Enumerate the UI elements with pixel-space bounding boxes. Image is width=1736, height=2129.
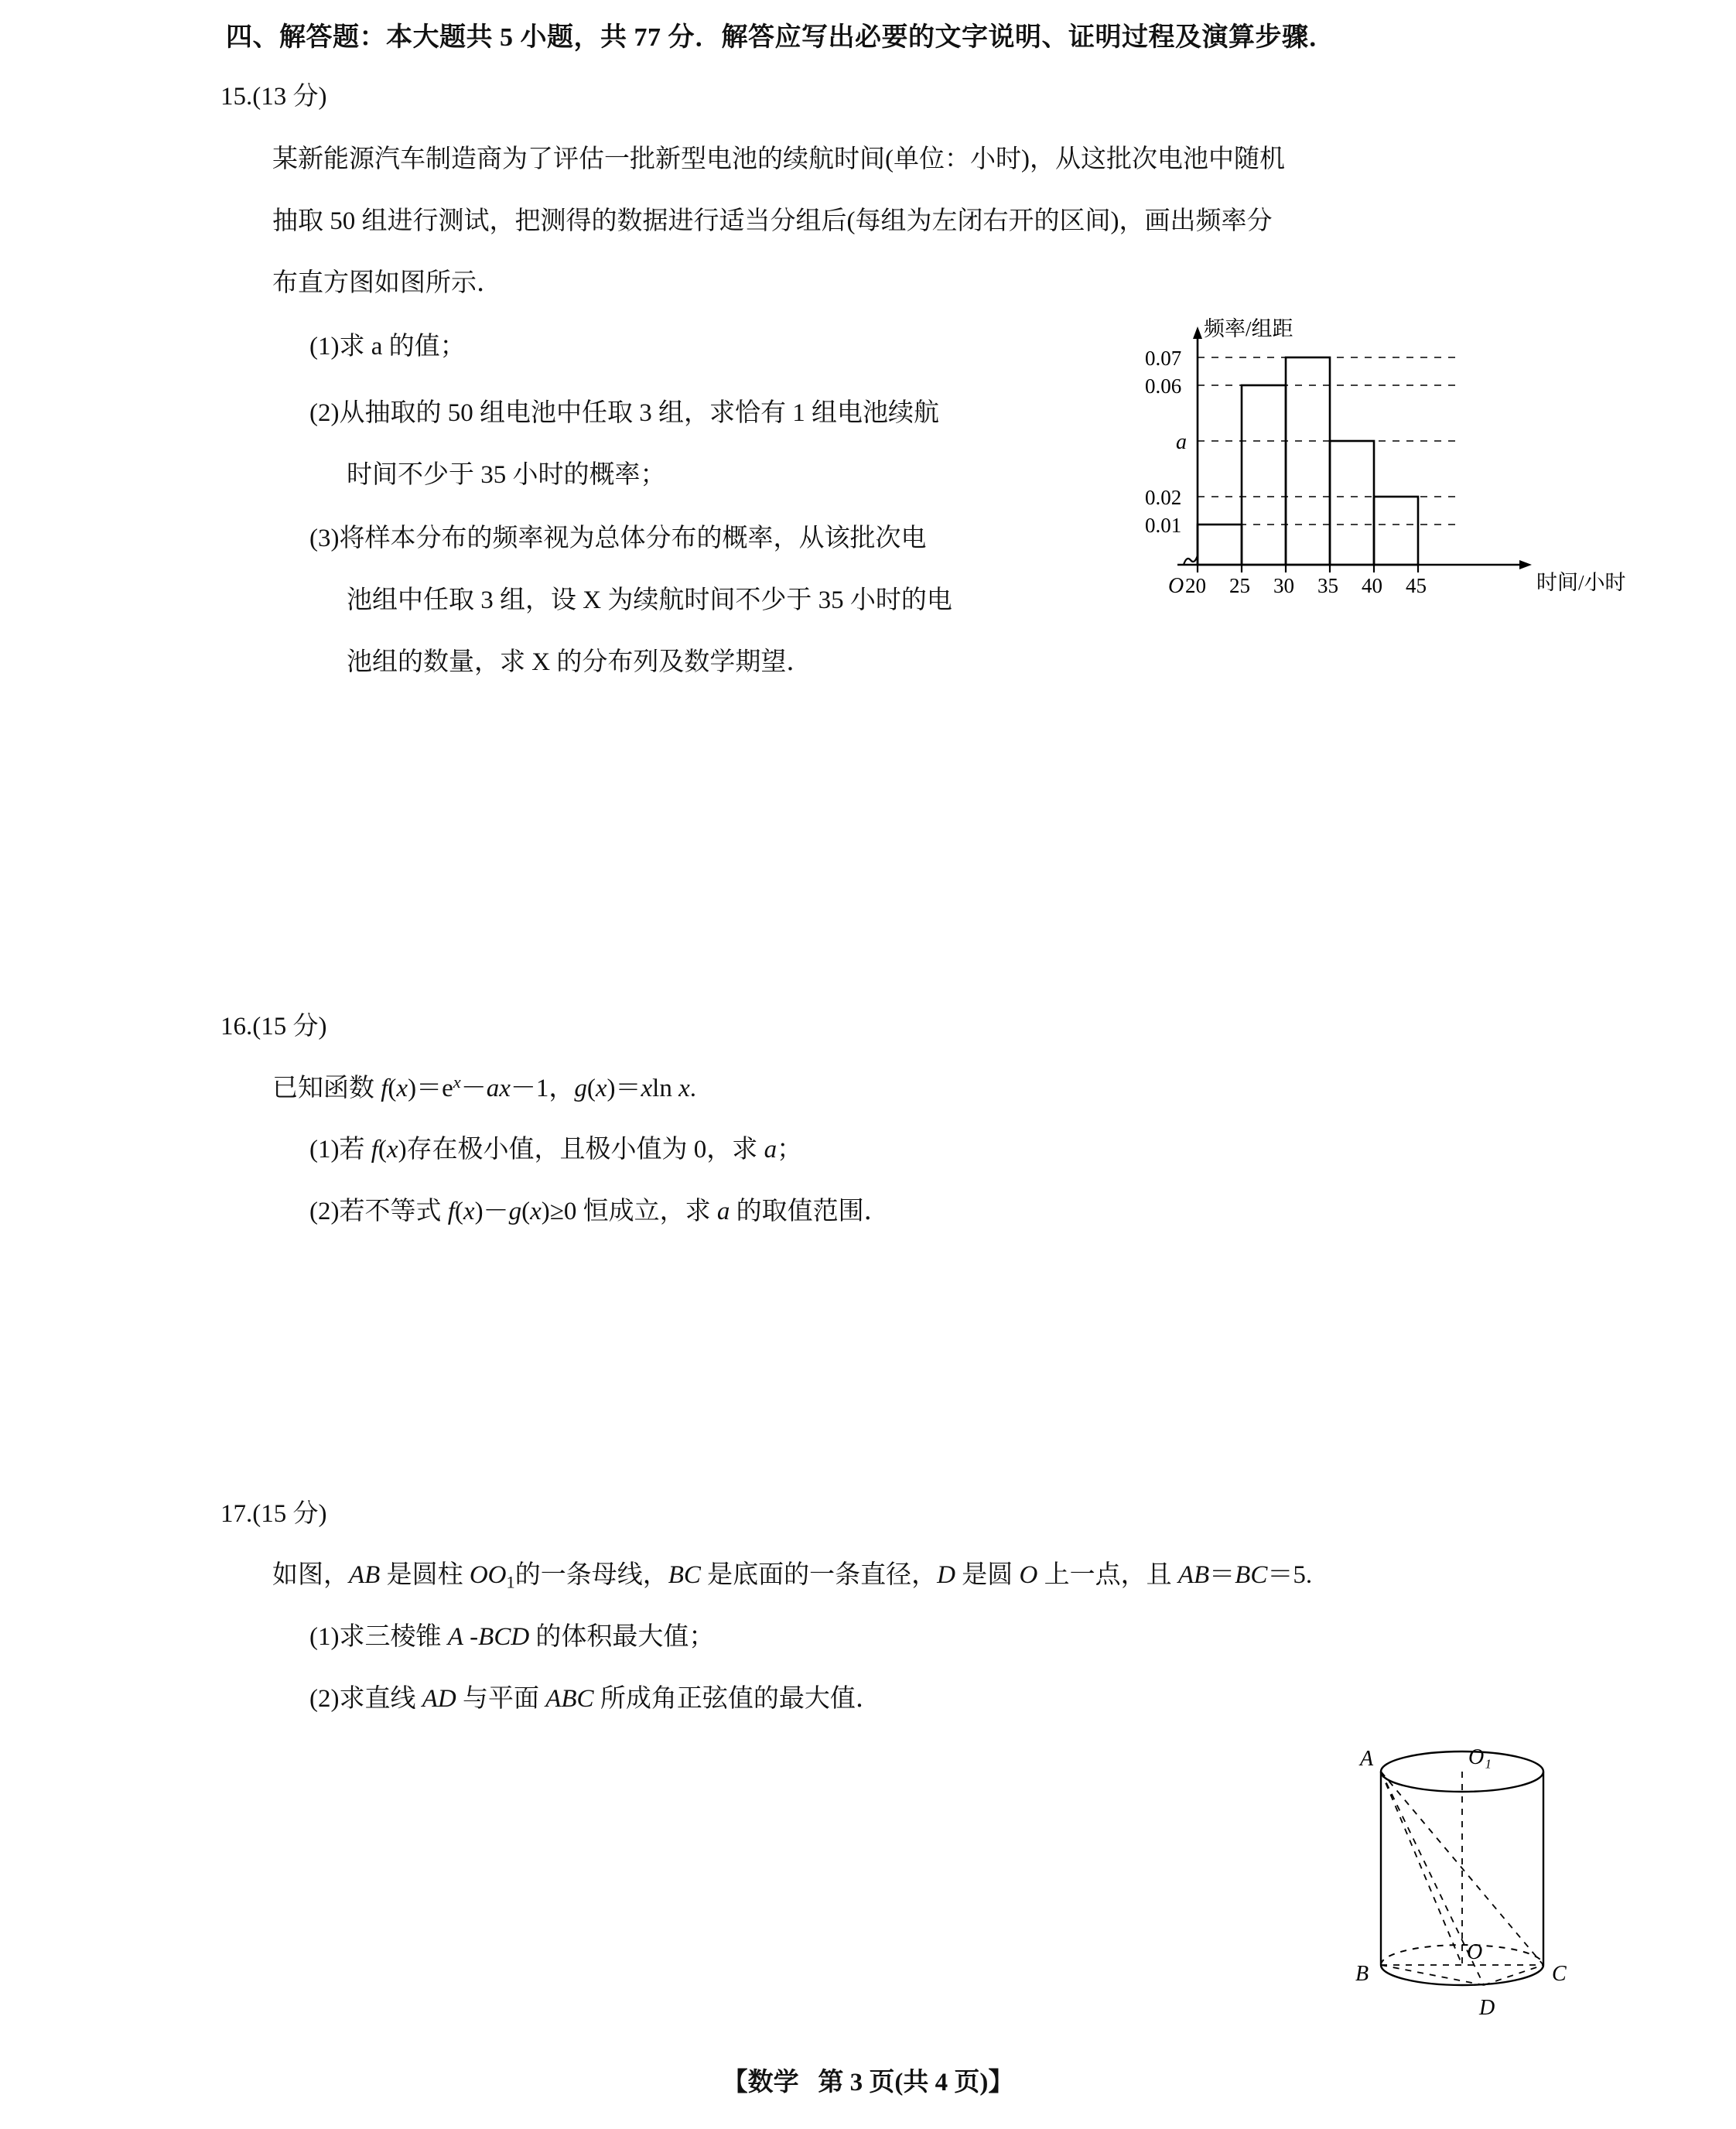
svg-text:0.06: 0.06: [1145, 374, 1182, 398]
problem-15-stem-line-2: 抽取 50 组进行测试，把测得的数据进行适当分组后(每组为左闭右开的区间)，画出频率分: [272, 207, 1273, 235]
problem-15-sub-3-cont-1: 池组中任取 3 组，设 X 为续航时间不少于 35 小时的电: [347, 586, 952, 614]
problem-15-number: [220, 76, 326, 112]
problem-17-number-text: 17.: [220, 1500, 253, 1528]
problem-16-number: [220, 1006, 326, 1042]
svg-text:a: a: [1176, 430, 1187, 454]
problem-17-sub-1: (1)求三棱锥 A -BCD 的体积最大值；: [309, 1623, 715, 1651]
problem-15-stem-line-1: 某新能源汽车制造商为了评估一批新型电池的续航时间(单位：小时)，从这批次电池中随机: [272, 145, 1285, 173]
svg-text:C: C: [1552, 1962, 1567, 1986]
problem-16-number-text: 16.: [220, 1013, 253, 1041]
svg-text:O: O: [1467, 1940, 1483, 1964]
problem-16-sub-1: (1)若 f(x)存在极小值，且极小值为 0，求 a；: [309, 1136, 803, 1164]
svg-text:O₁: O₁: [1468, 1745, 1492, 1769]
section-heading: 四、解答题：本大题共 5 小题，共 77 分．解答应写出必要的文字说明、证明过程及演算步骤．: [226, 23, 1335, 52]
svg-text:40: 40: [1362, 574, 1382, 597]
svg-text:25: 25: [1229, 574, 1250, 597]
problem-16-stem-line-1: 已知函数 $f(x)=e^x-ax-1$，g(x)＝xln x.: [272, 1072, 696, 1103]
frequency-histogram-figure: [1137, 317, 1632, 642]
svg-text:0.01: 0.01: [1145, 514, 1182, 537]
svg-text:0.02: 0.02: [1145, 486, 1182, 509]
problem-15-number-text: 15.: [220, 83, 253, 111]
svg-text:D: D: [1479, 1996, 1495, 2020]
svg-text:频率/组距: 频率/组距: [1204, 317, 1293, 340]
problem-15-sub-2: (2)从抽取的 50 组电池中任取 3 组，求恰有 1 组电池续航: [309, 399, 939, 427]
svg-text:30: 30: [1273, 574, 1294, 597]
problem-17-number: [220, 1493, 326, 1529]
svg-text:45: 45: [1406, 574, 1427, 597]
problem-17-score: (15 分): [252, 1500, 327, 1528]
cylinder-figure: [1346, 1733, 1609, 2042]
problem-17-sub-2: (2)求直线 AD 与平面 ABC 所成角正弦值的最大值．: [309, 1685, 881, 1713]
footer-left-bracket: 【: [722, 2069, 748, 2097]
problem-17-stem-line-1: 如图，AB 是圆柱 $OO_1$的一条母线，BC 是底面的一条直径，D 是圆 O 上一点，且 AB＝BC＝5.: [272, 1561, 1313, 1592]
footer-page-text: 第 3 页(共 4 页): [818, 2069, 989, 2097]
footer-right-bracket: 】: [988, 2069, 1014, 2097]
svg-text:35: 35: [1317, 574, 1338, 597]
svg-text:A: A: [1360, 1747, 1374, 1771]
problem-15-sub-1: (1)求 a 的值；: [309, 333, 466, 361]
problem-15-sub-2-cont: 时间不少于 35 小时的概率；: [347, 461, 666, 489]
problem-15-score: (13 分): [252, 83, 327, 111]
problem-15-sub-3-cont-2: 池组的数量，求 X 的分布列及数学期望．: [347, 648, 812, 676]
footer-subject: 数学: [747, 2069, 799, 2097]
problem-15-sub-3: (3)将样本分布的频率视为总体分布的概率，从该批次电: [309, 525, 927, 552]
problem-16-sub-2: (2)若不等式 f(x)－g(x)≥0 恒成立，求 a 的取值范围．: [309, 1198, 890, 1225]
svg-text:时间/小时: 时间/小时: [1536, 571, 1626, 594]
problem-15-stem-line-3: 布直方图如图所示．: [272, 269, 502, 297]
svg-text:20: 20: [1185, 574, 1206, 597]
problem-16-score: (15 分): [252, 1013, 327, 1041]
svg-text:B: B: [1355, 1962, 1369, 1986]
svg-text:0.07: 0.07: [1145, 347, 1182, 370]
svg-text:O: O: [1168, 574, 1184, 598]
page-footer: [0, 2062, 1736, 2098]
